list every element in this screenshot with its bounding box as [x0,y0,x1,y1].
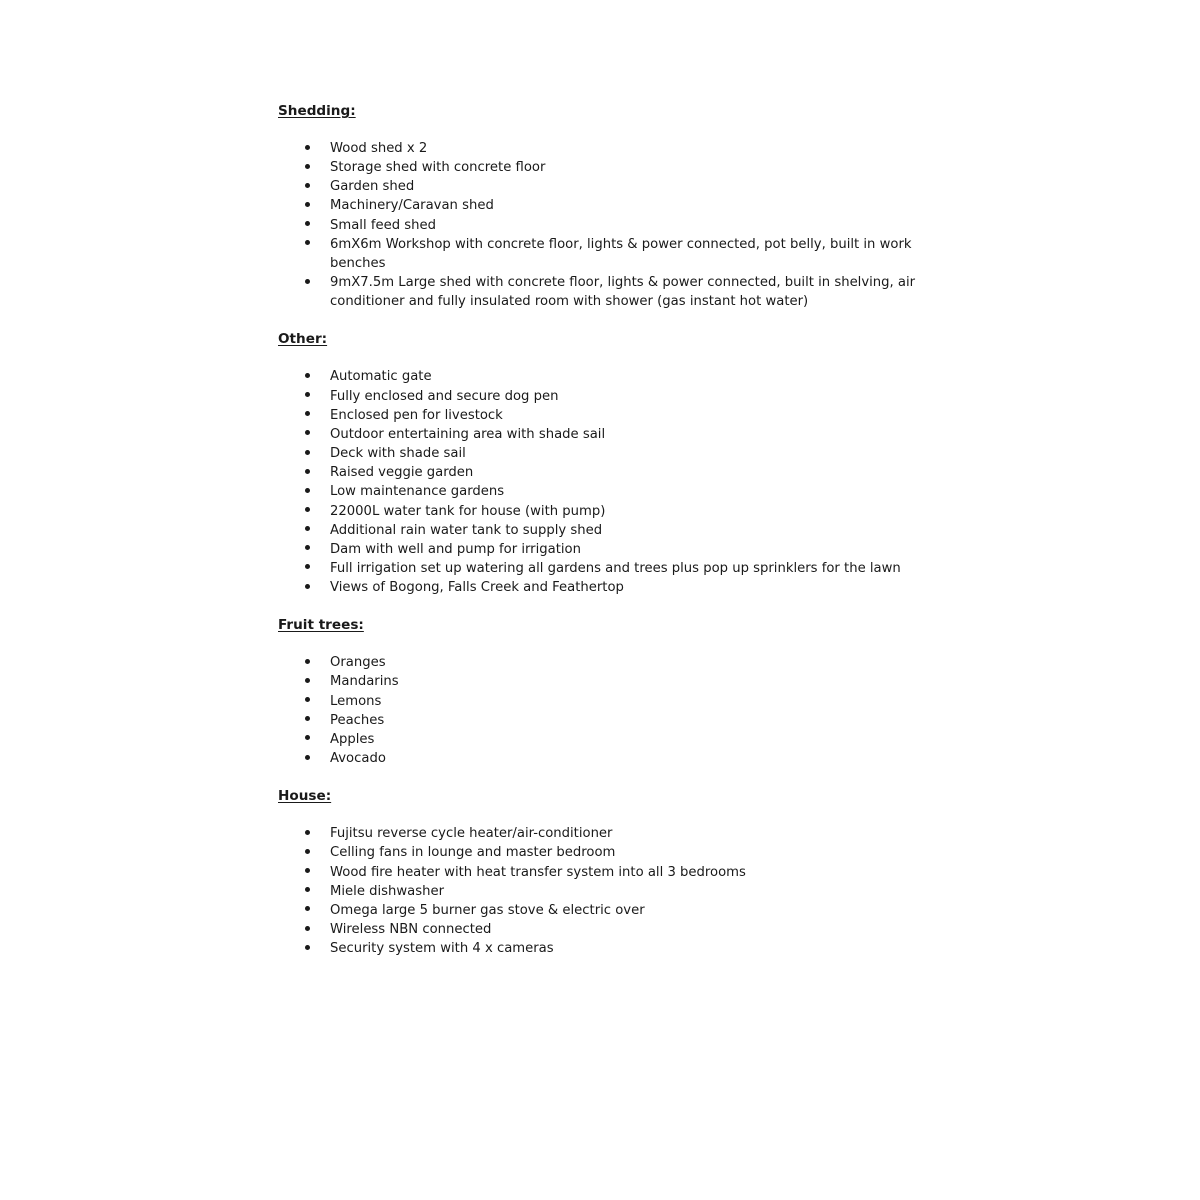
section-fruit-trees [278,615,918,768]
bullet-icon [302,939,312,958]
list-item: Oranges [278,653,918,672]
bullet-icon [302,843,312,862]
list-item: Avocado [278,749,918,768]
list-item: Dam with well and pump for irrigation [278,540,918,559]
list-item: Full irrigation set up watering all gardens and trees plus pop up sprinklers for the lawn [278,559,918,578]
list-item: Small feed shed [278,216,918,235]
bullet-icon [302,444,312,463]
list-item: Outdoor entertaining area with shade sail [278,425,918,444]
bullet-icon [302,692,312,711]
list-item: Fully enclosed and secure dog pen [278,387,918,406]
section-heading: House: [278,788,332,805]
shedding-list [278,139,918,311]
list-item: Lemons [278,692,918,711]
house-list [278,824,918,958]
list-item: Omega large 5 burner gas stove & electric over [278,901,918,920]
list-item: Automatic gate [278,367,918,386]
list-item: 6mX6m Workshop with concrete floor, lights & power connected, pot belly, built in work benches [278,235,918,273]
bullet-icon [302,882,312,901]
section-other [278,329,918,597]
list-item: Enclosed pen for livestock [278,406,918,425]
list-item: Wood shed x 2 [278,139,918,158]
section-heading: Fruit trees: [278,617,364,634]
document-page [278,101,918,976]
section-shedding [278,101,918,311]
bullet-icon [302,521,312,540]
list-item: Additional rain water tank to supply shed [278,521,918,540]
bullet-icon [302,920,312,939]
list-item: Peaches [278,711,918,730]
list-item: Low maintenance gardens [278,482,918,501]
bullet-icon [302,158,312,177]
list-item: Celling fans in lounge and master bedroom [278,843,918,862]
list-item: Wireless NBN connected [278,920,918,939]
bullet-icon [302,425,312,444]
bullet-icon [302,216,312,235]
bullet-icon [302,863,312,882]
list-item: Storage shed with concrete floor [278,158,918,177]
list-item: 9mX7.5m Large shed with concrete floor, lights & power connected, built in shelving, air conditioner and fully insulated room with shower (gas instant hot water) [278,273,918,311]
bullet-icon [302,730,312,749]
list-item: Security system with 4 x cameras [278,939,918,958]
bullet-icon [302,367,312,386]
section-heading: Shedding: [278,103,356,119]
list-item: Deck with shade sail [278,444,918,463]
bullet-icon [302,177,312,196]
bullet-icon [302,901,312,920]
bullet-icon [302,482,312,501]
bullet-icon [302,235,312,254]
bullet-icon [302,406,312,425]
bullet-icon [302,139,312,158]
bullet-icon [302,578,312,597]
bullet-icon [302,502,312,521]
bullet-icon [302,273,312,292]
bullet-icon [302,749,312,768]
bullet-icon [302,824,312,843]
list-item: 22000L water tank for house (with pump) [278,502,918,521]
bullet-icon [302,672,312,691]
list-item: Views of Bogong, Falls Creek and Feathertop [278,578,918,597]
section-heading: Other: [278,331,328,348]
bullet-icon [302,559,312,578]
bullet-icon [302,653,312,672]
section-house [278,786,918,958]
bullet-icon [302,540,312,559]
bullet-icon [302,196,312,215]
fruit-trees-list [278,653,918,768]
other-list [278,367,918,597]
list-item: Wood fire heater with heat transfer system into all 3 bedrooms [278,863,918,882]
bullet-icon [302,463,312,482]
list-item: Miele dishwasher [278,882,918,901]
list-item: Garden shed [278,177,918,196]
list-item: Fujitsu reverse cycle heater/air-conditioner [278,824,918,843]
list-item: Mandarins [278,672,918,691]
list-item: Machinery/Caravan shed [278,196,918,215]
bullet-icon [302,711,312,730]
bullet-icon [302,387,312,406]
list-item: Apples [278,730,918,749]
list-item: Raised veggie garden [278,463,918,482]
